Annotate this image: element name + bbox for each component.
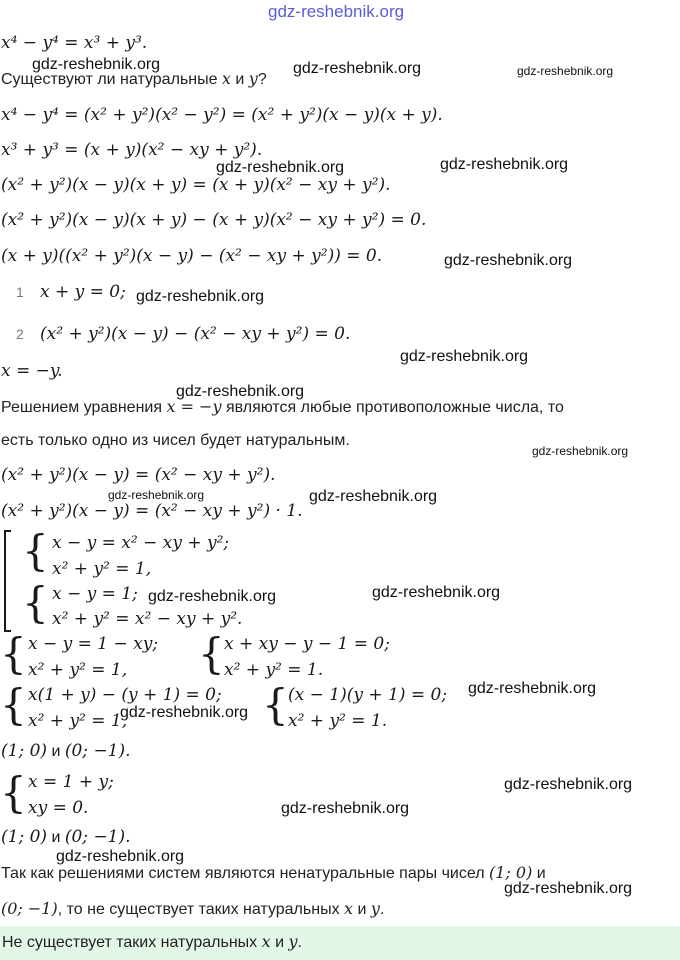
conjunction: и — [47, 829, 65, 846]
case-number: 1 — [16, 284, 24, 300]
conclusion-text: Так как решениями систем являются ненатуральные пары чисел — [1, 865, 489, 882]
system-brace: { — [198, 629, 225, 678]
conjunction: и — [47, 743, 65, 760]
system-brace: { — [22, 578, 49, 627]
answer-prefix: Не существует таких натуральных — [2, 934, 262, 951]
watermark: gdz-reshebnik.org — [136, 288, 265, 305]
case-equation: (x² + y²)(x − y) − (x² − xy + y²) = 0. — [40, 324, 351, 344]
inline-equation: x = −y — [166, 397, 222, 416]
solution-line — [1, 826, 131, 849]
system-equation: xy = 0. — [28, 798, 89, 818]
solution-pair: (1; 0) — [489, 863, 533, 882]
period: . — [297, 934, 302, 951]
question-mark: ? — [257, 71, 267, 88]
watermark: gdz-reshebnik.org — [440, 156, 569, 173]
watermark: gdz-reshebnik.org — [56, 848, 185, 865]
solution-pair: (0; −1). — [64, 741, 131, 761]
equation-step: (x + y)((x² + y²)(x − y) − (x² − xy + y²)) = 0. — [1, 246, 383, 266]
variable-x: x — [261, 932, 271, 951]
watermark: gdz-reshebnik.org — [400, 348, 529, 365]
equation-step: (x² + y²)(x − y) = (x² − xy + y²) · 1. — [1, 501, 303, 521]
system-brace: { — [0, 629, 27, 678]
watermark: gdz-reshebnik.org — [372, 584, 501, 601]
system-brace: { — [262, 680, 289, 729]
conjunction: и — [230, 71, 249, 88]
system-equation: x = 1 + y; — [28, 772, 114, 792]
set-bracket — [4, 530, 11, 632]
system-equation: x² + y² = 1, — [52, 559, 152, 579]
question-text: Существуют ли натуральные — [1, 71, 222, 88]
watermark: gdz-reshebnik.org — [444, 252, 573, 269]
system-equation: x − y = 1 − xy; — [28, 634, 159, 654]
system-equation: x² + y² = 1, — [28, 660, 128, 680]
case-number: 2 — [16, 326, 24, 342]
case-equation: x + y = 0; — [40, 282, 126, 302]
system-equation: x(1 + y) − (y + 1) = 0; — [28, 685, 222, 705]
watermark: gdz-reshebnik.org — [517, 64, 614, 78]
variable-x: x — [344, 899, 354, 918]
conjunction: и — [270, 934, 289, 951]
system-equation: x + xy − y − 1 = 0; — [224, 634, 390, 654]
system-equation: x² + y² = 1. — [288, 711, 388, 731]
solution-pair: (0; −1) — [1, 899, 58, 918]
explanation-line: есть только одно из чисел будет натуральным. — [1, 432, 350, 449]
conjunction: и — [353, 901, 371, 918]
explanation-text: Решением уравнения — [1, 399, 167, 416]
system-brace: { — [22, 526, 49, 575]
system-equation: x − y = x² − xy + y²; — [52, 533, 230, 553]
system-equation: x² + y² = x² − xy + y². — [52, 609, 243, 629]
solution-pair: (1; 0) — [1, 827, 48, 847]
factorization-right: x³ + y³ = (x + y)(x² − xy + y²). — [1, 140, 263, 160]
watermark: gdz-reshebnik.org — [176, 383, 305, 400]
period: . — [379, 901, 385, 918]
variable-y: y — [370, 899, 380, 918]
watermark: gdz-reshebnik.org — [504, 776, 633, 793]
watermark: gdz-reshebnik.org — [309, 488, 438, 505]
conclusion-line — [1, 898, 384, 921]
system-equation: x² + y² = 1, — [28, 711, 128, 731]
system-brace: { — [0, 680, 27, 729]
watermark: gdz-reshebnik.org — [120, 704, 249, 721]
conclusion-text: и — [532, 865, 546, 882]
equation-given: x⁴ − y⁴ = x³ + y³. — [1, 33, 148, 53]
watermark: gdz-reshebnik.org — [148, 588, 277, 605]
watermark: gdz-reshebnik.org — [32, 56, 161, 73]
system-equation: x − y = 1; — [52, 584, 138, 604]
variable-x: x — [221, 69, 231, 88]
question-line — [1, 68, 267, 91]
variable-y: y — [288, 932, 298, 951]
system-brace: { — [0, 768, 27, 817]
solution-line — [1, 740, 131, 763]
answer-text — [2, 932, 302, 952]
equation-step: x = −y. — [1, 361, 63, 381]
system-equation: x² + y² = 1. — [224, 660, 324, 680]
watermark: gdz-reshebnik.org — [108, 488, 205, 502]
equation-step: (x² + y²)(x − y)(x + y) − (x + y)(x² − xy + y²) = 0. — [1, 210, 427, 230]
explanation-line — [1, 396, 564, 419]
equation-step: (x² + y²)(x − y) = (x² − xy + y²). — [1, 465, 276, 485]
conclusion-text: , то не существует таких натуральных — [57, 901, 345, 918]
watermark: gdz-reshebnik.org — [504, 880, 633, 897]
factorization-left: x⁴ − y⁴ = (x² + y²)(x² − y²) = (x² + y²)(x − y)(x + y). — [1, 105, 443, 125]
watermark: gdz-reshebnik.org — [532, 444, 629, 458]
watermark: gdz-reshebnik.org — [293, 60, 422, 77]
watermark: gdz-reshebnik.org — [216, 159, 345, 176]
watermark: gdz-reshebnik.org — [281, 800, 410, 817]
equation-step: (x² + y²)(x − y)(x + y) = (x + y)(x² − xy + y²). — [1, 175, 391, 195]
solution-pair: (0; −1). — [64, 827, 131, 847]
conclusion-line — [1, 862, 546, 885]
watermark: gdz-reshebnik.org — [268, 2, 405, 21]
system-equation: (x − 1)(y + 1) = 0; — [288, 685, 448, 705]
solution-pair: (1; 0) — [1, 741, 48, 761]
explanation-text: являются любые противоположные числа, то — [221, 399, 564, 416]
variable-y: y — [248, 69, 258, 88]
watermark: gdz-reshebnik.org — [468, 680, 597, 697]
